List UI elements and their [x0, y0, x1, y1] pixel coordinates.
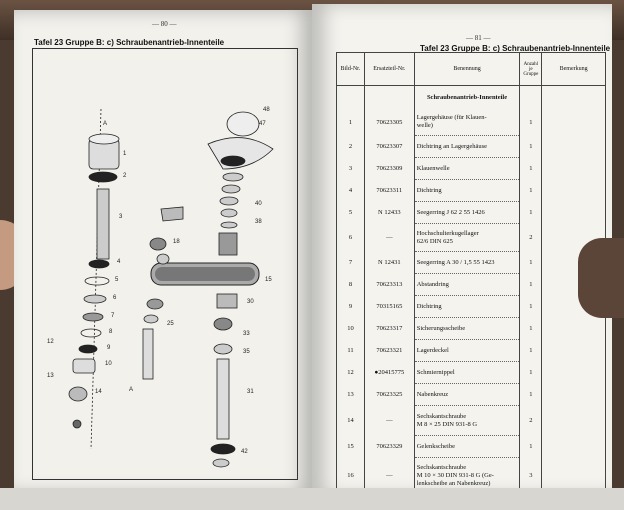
chain-belt [151, 263, 259, 285]
callout-label: 47 [259, 121, 266, 127]
callout-label: 5 [115, 277, 119, 283]
callout-label: A [129, 387, 134, 393]
cell-ersatzteil-nr: 70623311 [364, 180, 414, 202]
header-bemerkung: Bemerkung [542, 53, 606, 86]
table-header-row [337, 53, 606, 86]
cell-bemerkung [542, 406, 606, 436]
page-number-right: — 81 — [466, 34, 491, 42]
cell-bild-nr: 16 [337, 458, 365, 494]
cell-ersatzteil-nr: 70623309 [364, 158, 414, 180]
cell-anzahl: 1 [520, 180, 542, 202]
callout-label: 40 [255, 201, 262, 207]
callout-label: 3 [119, 214, 123, 220]
lower-column [211, 294, 237, 467]
callout-label: A [103, 121, 108, 127]
cell-anzahl: 1 [520, 274, 542, 296]
cell-benennung: Sechskantschraube M 10 × 30 DIN 931-8 G (Ge- lenkscheibe an Nabenkreuz) [414, 458, 520, 494]
page-number-left: — 80 — [152, 20, 177, 28]
middle-parts [143, 207, 183, 379]
table-row [337, 318, 606, 340]
callout-label: 15 [265, 277, 272, 283]
table-row [337, 86, 606, 110]
cell-ersatzteil-nr: — [364, 406, 414, 436]
cell-bild-nr: 11 [337, 340, 365, 362]
cell-ersatzteil-nr: 70623325 [364, 384, 414, 406]
callout-label: 38 [255, 219, 262, 225]
callout-label: 13 [47, 373, 54, 379]
header-benennung: Benennung [414, 53, 520, 86]
table-row [337, 362, 606, 384]
cell-ersatzteil-nr: 70623329 [364, 436, 414, 458]
cell-ersatzteil-nr: 70623313 [364, 274, 414, 296]
cell-bemerkung [542, 136, 606, 158]
cell-bild-nr: 15 [337, 436, 365, 458]
cell-bemerkung [542, 158, 606, 180]
callout-label: 1 [123, 151, 127, 157]
cell-ersatzteil-nr: N 12431 [364, 252, 414, 274]
cell-bild-nr: 12 [337, 362, 365, 384]
callout-label: 33 [243, 331, 250, 337]
cell-bild-nr: 5 [337, 202, 365, 224]
cell-bild-nr: 4 [337, 180, 365, 202]
cell-benennung: Schraubenantrieb-Innenteile [414, 86, 520, 110]
cell-anzahl: 1 [520, 252, 542, 274]
cell-anzahl: 1 [520, 136, 542, 158]
cell-bild-nr: 1 [337, 110, 365, 136]
cell-benennung: Sechskantschraube M 8 × 25 DIN 931-8 G [414, 406, 520, 436]
callout-label: 18 [173, 239, 180, 245]
cell-benennung: Abstandring [414, 274, 520, 296]
table-row [337, 202, 606, 224]
callout-label: 25 [167, 321, 174, 327]
cell-ersatzteil-nr: 70315165 [364, 296, 414, 318]
callout-label: 10 [105, 361, 112, 367]
table-row [337, 340, 606, 362]
callout-label: 8 [109, 329, 113, 335]
cell-ersatzteil-nr [364, 86, 414, 110]
cell-ersatzteil-nr: N 12433 [364, 202, 414, 224]
page-title-right: Tafel 23 Gruppe B: c) Schraubenantrieb-Innenteile [420, 44, 611, 53]
callout-label: 6 [113, 295, 117, 301]
cell-benennung: Dichtring [414, 296, 520, 318]
table-row [337, 274, 606, 296]
table-row [337, 136, 606, 158]
cell-benennung: Seegerring A 30 / 1,5 55 1423 [414, 252, 520, 274]
callout-label: 12 [47, 339, 54, 345]
cell-benennung: Nabenkreuz [414, 384, 520, 406]
cell-bild-nr: 8 [337, 274, 365, 296]
cell-bemerkung [542, 86, 606, 110]
cell-bemerkung [542, 202, 606, 224]
cell-anzahl: 3 [520, 458, 542, 494]
upper-column [208, 112, 273, 255]
table-row [337, 180, 606, 202]
cell-anzahl: 2 [520, 406, 542, 436]
cell-benennung: Sicherungsscheibe [414, 318, 520, 340]
callout-label: 9 [107, 345, 111, 351]
table-row [337, 224, 606, 252]
cell-bild-nr: 7 [337, 252, 365, 274]
callout-label: 14 [95, 389, 102, 395]
callout-label: 2 [123, 173, 127, 179]
cell-anzahl: 2 [520, 224, 542, 252]
table-row [337, 110, 606, 136]
table-row [337, 384, 606, 406]
cell-ersatzteil-nr: — [364, 458, 414, 494]
cell-bemerkung [542, 384, 606, 406]
callout-label: 30 [247, 299, 254, 305]
cell-bild-nr: 6 [337, 224, 365, 252]
cell-benennung: Seegerring J 62 2 55 1426 [414, 202, 520, 224]
parts-table [336, 52, 606, 494]
cell-ersatzteil-nr: — [364, 224, 414, 252]
callout-label: 35 [243, 349, 250, 355]
cell-ersatzteil-nr: 70623307 [364, 136, 414, 158]
table-row [337, 406, 606, 436]
cell-anzahl: 1 [520, 202, 542, 224]
cell-benennung: Schmiernippel [414, 362, 520, 384]
page-title-left: Tafel 23 Gruppe B: c) Schraubenantrieb-Innenteile [34, 38, 225, 47]
cell-anzahl [520, 86, 542, 110]
table-row [337, 252, 606, 274]
cell-anzahl: 1 [520, 340, 542, 362]
shaft-assembly-left [69, 109, 119, 449]
cell-bemerkung [542, 318, 606, 340]
cell-anzahl: 1 [520, 318, 542, 340]
header-anzahl: Anzahl je Gruppe [520, 53, 542, 86]
cell-bemerkung [542, 362, 606, 384]
cell-ersatzteil-nr: ●20415775 [364, 362, 414, 384]
cell-bild-nr: 10 [337, 318, 365, 340]
callout-label: 4 [117, 259, 121, 265]
cell-bild-nr: 2 [337, 136, 365, 158]
cell-anzahl: 1 [520, 436, 542, 458]
callout-label: 31 [247, 389, 254, 395]
cell-anzahl: 1 [520, 158, 542, 180]
table-surface [0, 488, 624, 510]
cell-ersatzteil-nr: 70623305 [364, 110, 414, 136]
cell-bemerkung [542, 180, 606, 202]
cell-bild-nr: 3 [337, 158, 365, 180]
exploded-view-drawing [33, 49, 297, 479]
callout-label: 48 [263, 107, 270, 113]
exploded-diagram [32, 48, 298, 480]
cell-bemerkung [542, 436, 606, 458]
cell-benennung: Hochschulterkugellager 62/6 DIN 625 [414, 224, 520, 252]
cell-benennung: Klauenwelle [414, 158, 520, 180]
cell-benennung: Lagerdeckel [414, 340, 520, 362]
cell-anzahl: 1 [520, 362, 542, 384]
right-page [312, 4, 612, 496]
callout-label: 7 [111, 313, 115, 319]
cell-benennung: Dichtring [414, 180, 520, 202]
header-bild-nr: Bild-Nr. [337, 53, 365, 86]
table-row [337, 296, 606, 318]
table-row [337, 158, 606, 180]
cell-benennung: Dichtring an Lagergehäuse [414, 136, 520, 158]
cell-bemerkung [542, 340, 606, 362]
table-row [337, 436, 606, 458]
right-hand [578, 238, 624, 318]
cell-benennung: Lagergehäuse (für Klauen- welle) [414, 110, 520, 136]
cell-anzahl: 1 [520, 384, 542, 406]
cell-bild-nr: 14 [337, 406, 365, 436]
header-ersatzteil-nr: Ersatzteil-Nr. [364, 53, 414, 86]
left-page [14, 10, 312, 494]
cell-ersatzteil-nr: 70623317 [364, 318, 414, 340]
callout-label: 42 [241, 449, 248, 455]
cell-anzahl: 1 [520, 110, 542, 136]
cell-ersatzteil-nr: 70623321 [364, 340, 414, 362]
cell-bemerkung [542, 110, 606, 136]
cell-bild-nr [337, 86, 365, 110]
cell-bild-nr: 9 [337, 296, 365, 318]
cell-bild-nr: 13 [337, 384, 365, 406]
cell-benennung: Gelenkscheibe [414, 436, 520, 458]
cell-anzahl: 1 [520, 296, 542, 318]
